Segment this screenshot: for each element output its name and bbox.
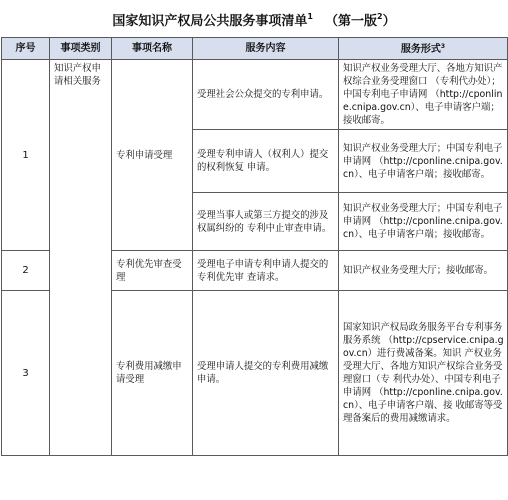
- title-footnote-2: 2: [377, 12, 383, 21]
- item-name-cell: 专利优先审查受理: [112, 251, 193, 291]
- title-footnote-1: 1: [307, 12, 313, 21]
- service-content-cell: 受理社会公众提交的专利申请。: [193, 60, 339, 130]
- service-content-cell: 受理电子申请专利申请人提交的专利优先审 查请求。: [193, 251, 339, 291]
- header-item-name: 事项名称: [112, 38, 193, 60]
- title-main: 国家知识产权局公共服务事项清单: [112, 14, 308, 29]
- table-header-row: [2, 38, 508, 60]
- header-service-content: 服务内容: [193, 38, 339, 60]
- header-category: 事项类别: [50, 38, 112, 60]
- header-service-form-label: 服务形式: [400, 44, 441, 55]
- category-cell: 知识产权申请相关服务: [50, 60, 112, 456]
- title-edition: （第一版: [324, 14, 377, 29]
- header-number: 序号: [2, 38, 50, 60]
- document-title: [0, 7, 508, 32]
- row-number: 1: [2, 60, 50, 251]
- row-number: 3: [2, 291, 50, 456]
- service-list-table: [1, 37, 508, 456]
- service-content-cell: 受理当事人或第三方提交的涉及权属纠纷的 专利中止审查申请。: [193, 193, 339, 251]
- service-form-cell: 国家知识产权局政务服务平台专利事务服务系统 （http://cpservice.cnipa.gov.cn）进行费减备案。知识 产权业务受理大厅、各地方知识产权综合业务受理窗口（专 利代办处）、中国专利电子申请网 （http://cponline.cnipa.gov.cn）、电子申请客户端、接 收邮寄等受理备案后的费用减缴请求。: [339, 291, 508, 456]
- service-form-cell: 知识产权业务受理大厅；中国专利电子申请网 （http://cponline.cnipa.gov.cn）、电子申请客户端；接收邮寄。: [339, 193, 508, 251]
- row-number: 2: [2, 251, 50, 291]
- service-content-cell: 受理专利申请人（权利人）提交的权利恢复 申请。: [193, 130, 339, 193]
- table-row: [2, 60, 508, 130]
- header-service-form: [339, 38, 508, 60]
- title-edition-close: ）: [382, 14, 396, 29]
- service-form-cell: 知识产权业务受理大厅；接收邮寄。: [339, 251, 508, 291]
- service-form-cell: 知识产权业务受理大厅；中国专利电子申请网 （http://cponline.cnipa.gov.cn）、电子申请客户端；接收邮寄。: [339, 130, 508, 193]
- header-footnote: 3: [440, 43, 446, 50]
- service-form-cell: 知识产权业务受理大厅、各地方知识产权综合业务受理窗口 （专利代办处）；中国专利电子申请网 （http://cponline.cnipa.gov.cn）、电子申请客户端；接收邮寄。: [339, 60, 508, 130]
- service-content-cell: 受理申请人提交的专利费用减缴申请。: [193, 291, 339, 456]
- item-name-cell: 专利申请受理: [112, 60, 193, 251]
- item-name-cell: 专利费用减缴申请受理: [112, 291, 193, 456]
